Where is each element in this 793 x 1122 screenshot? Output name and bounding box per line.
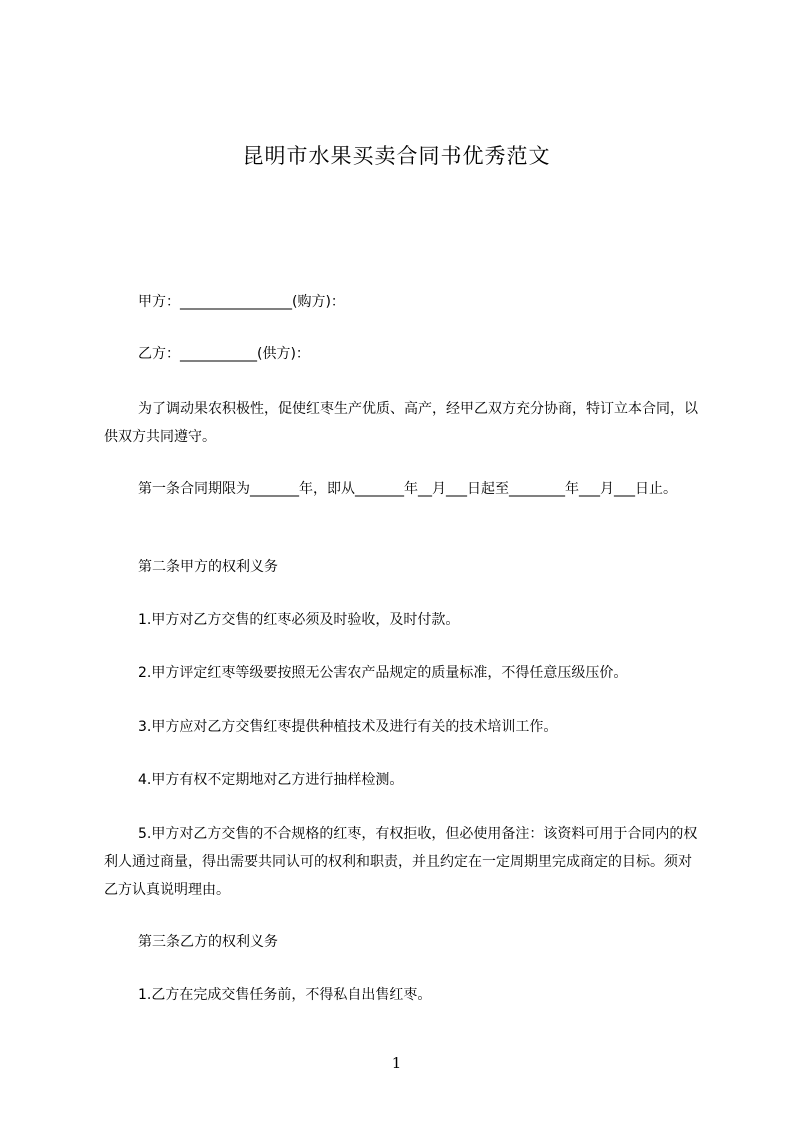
party-b-line: 乙方：___________(供方)： — [138, 346, 310, 362]
intro-paragraph: 为了调动果农积极性，促使红枣生产优质、高产，经甲乙双方充分协商，特订立本合同，以供双方共同遵守。 — [104, 401, 698, 445]
article-3-heading: 第三条乙方的权利义务 — [138, 934, 278, 950]
article-2-heading: 第二条甲方的权利义务 — [138, 559, 278, 575]
article-2-item-3: 3.甲方应对乙方交售红枣提供种植技术及进行有关的技术培训工作。 — [138, 719, 558, 735]
page-number: 1 — [391, 1054, 402, 1072]
article-2-item-4: 4.甲方有权不定期地对乙方进行抽样检测。 — [138, 772, 404, 788]
article-2-item-2: 2.甲方评定红枣等级要按照无公害农产品规定的质量标准，不得任意压级压价。 — [138, 665, 628, 681]
article-3-item-1: 1.乙方在完成交售任务前，不得私自出售红枣。 — [138, 987, 432, 1003]
party-a-line: 甲方：________________(购方)： — [138, 294, 345, 310]
article-2-item-5: 5.甲方对乙方交售的不合规格的红枣，有权拒收，但必使用备注：该资料可用于合同内的权利人通过商量，得出需要共同认可的权利和职责，并且约定在一定周期里完成商定的目标。须对乙方认真说明理由。 — [104, 826, 698, 898]
document-title: 昆明市水果买卖合同书优秀范文 — [242, 144, 551, 168]
article-1: 第一条合同期限为_______年，即从_______年__月___日起至________年___月___日止。 — [138, 481, 677, 497]
article-2-item-1: 1.甲方对乙方交售的红枣必须及时验收，及时付款。 — [138, 612, 460, 628]
